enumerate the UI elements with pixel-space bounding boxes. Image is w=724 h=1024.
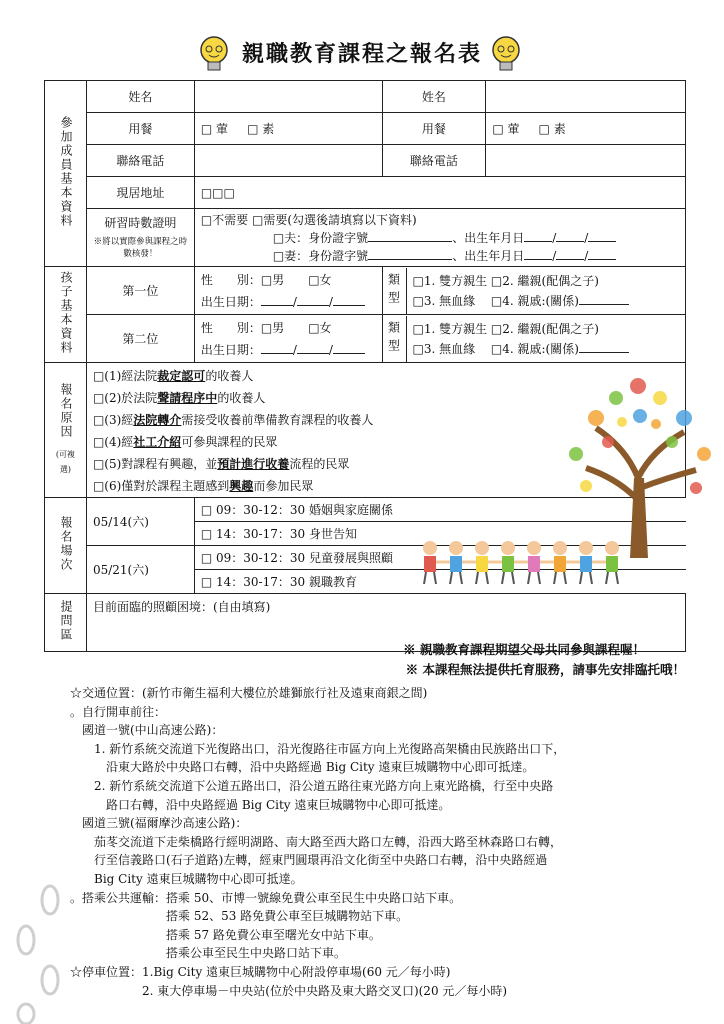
hours-label-cell (86, 209, 194, 267)
meal-meat-checkbox[interactable]: □ 葷 (492, 122, 520, 136)
reason-option-1[interactable]: □(1)經法院裁定認可的收養人 (92, 369, 254, 383)
hours-need-checkbox[interactable]: □不需要 □需要(勾選後請填寫以下資料) (200, 212, 417, 227)
transport-line: 。搭乘公共運輸：搭乘 50、市博一號線免費公車至民生中央路口站下車。 (70, 890, 462, 905)
session-day1: 05/14(六) (86, 498, 194, 546)
tree-illustration (556, 358, 724, 558)
type-row-2[interactable]: □3. 無血緣 □4. 親戚:(關係) (413, 291, 629, 311)
reason-option-6[interactable]: □(6)僅對於課程主題感到興趣而參加民眾 (92, 479, 314, 493)
transport-line: Big City 遠東巨城購物中心即可抵達。 (70, 871, 303, 886)
husband-id-row[interactable]: □夫：身份證字號 、出生年月日 / / (201, 229, 679, 247)
name-label: 姓名 (86, 81, 194, 113)
meal-label: 用餐 (86, 113, 194, 145)
child-first-label: 第一位 (86, 267, 194, 315)
lightbulb-icon (488, 34, 524, 78)
lightbulb-icon (196, 34, 232, 78)
child-first-info[interactable]: 性 別：□男 □女 出生日期： / / (194, 267, 382, 315)
meal-meat-checkbox[interactable]: □ 葷 (200, 122, 228, 136)
reason-option-4[interactable]: □(4)經社工介紹可參與課程的民眾 (92, 435, 278, 449)
gender-checkboxes[interactable]: □男 □女 (260, 272, 332, 287)
child-section-label: 孩子基本資料 (45, 267, 87, 363)
transport-line: 2. 東大停車場－中央站(位於中央路及東大路交叉口)(20 元／每小時) (70, 983, 508, 998)
transport-info (70, 684, 690, 1000)
question-section-label: 提問區 (45, 594, 87, 652)
session-day2: 05/21(六) (86, 546, 194, 594)
session-day1-afternoon[interactable]: □ 14：30-17：30 身世告知 (194, 522, 685, 546)
transport-line: 行至信義路口(石子道路)左轉，經東門圓環再沿文化街至中央路口右轉，沿中央路經過 (70, 853, 548, 868)
meal-options-2[interactable] (486, 113, 686, 145)
type-row-1[interactable]: □1. 雙方親生 □2. 繼親(配偶之子) (412, 273, 599, 288)
title-area (0, 30, 724, 80)
notes (0, 640, 685, 680)
phone-label: 聯絡電話 (86, 145, 194, 177)
transport-line: 沿東大路於中央路口右轉，沿中央路經過 Big City 遠東巨城購物中心即可抵達。 (70, 760, 535, 775)
hours-options[interactable] (194, 209, 685, 267)
children-illustration (416, 538, 634, 586)
meal-veg-checkbox[interactable]: □ 素 (247, 122, 275, 136)
page-title: 親職教育課程之報名表 (241, 42, 482, 67)
transport-line: 1. 新竹系統交流道下光復路出口，沿光復路往市區方向上光復路高架橋由民族路出口下， (70, 741, 566, 756)
wife-id-row[interactable]: □妻：身份證字號 、出生年月日 / / (201, 247, 679, 265)
transport-line: 。自行開車前往： (70, 704, 167, 719)
meal-options-1[interactable] (194, 113, 382, 145)
transport-line: 搭乘公車至民生中央路口站下車。 (70, 946, 347, 961)
type-row-2[interactable]: □3. 無血緣 □4. 親戚:(關係) (413, 339, 629, 359)
transport-line: 搭乘 52、53 路免費公車至巨城購物站下車。 (70, 909, 409, 924)
session-day2-morning[interactable]: □ 09：30-12：30 兒童發展與照顧 (194, 546, 685, 570)
child-second-label: 第二位 (86, 315, 194, 363)
session-day2-afternoon[interactable]: □ 14：30-17：30 親職教育 (194, 570, 685, 594)
question-prompt: 目前面臨的照顧困境：(自由填寫) (92, 600, 271, 614)
reason-option-3[interactable]: □(3)經法院轉介需接受收養前準備教育課程的收養人 (92, 413, 374, 427)
type-row-1[interactable]: □1. 雙方親生 □2. 繼親(配偶之子) (412, 321, 599, 336)
transport-line: 搭乘 57 路免費公車至曙光女中站下車。 (70, 927, 381, 942)
reason-option-2[interactable]: □(2)於法院聲請程序中的收養人 (92, 391, 266, 405)
meal-veg-checkbox[interactable]: □ 素 (538, 122, 566, 136)
transport-line: ☆交通位置：(新竹市衛生福利大樓位於雄獅旅行社及遠東商銀之間) (70, 686, 428, 700)
note-2: ※ 本課程無法提供托育服務，請事先安排臨托哦！ (405, 662, 685, 677)
meal-label-2: 用餐 (382, 113, 486, 145)
member-section-label: 參加成員基本資料 (45, 81, 87, 267)
transport-line: 2. 新竹系統交流道下公道五路出口，沿公道五路往東光路方向上東光路橋，行至中央路 (70, 778, 554, 793)
reason-option-5[interactable]: □(5)對課程有興趣，並預計進行收養流程的民眾 (92, 457, 350, 471)
hours-label: 研習時數證明 (104, 215, 177, 230)
transport-line: 茄苳交流道下走柴橋路行經明湖路、南大路至西大路口左轉，沿西大路至林森路口右轉， (70, 834, 563, 849)
child-second-info[interactable]: 性 別：□男 □女 出生日期： / / (194, 315, 382, 363)
hours-note: ※將以實際參與課程之時數核發！ (93, 236, 188, 259)
name-field-2[interactable] (486, 81, 686, 113)
phone-field-1[interactable] (194, 145, 382, 177)
phone-field-2[interactable] (486, 145, 686, 177)
session-section-label: 報名場次 (45, 498, 87, 594)
type-label: 類型 (383, 316, 407, 362)
type-label: 類型 (383, 268, 407, 314)
footprints-icon (4, 880, 74, 1024)
name-field-1[interactable] (194, 81, 382, 113)
phone-label-2: 聯絡電話 (382, 145, 486, 177)
postal-code-boxes[interactable]: □□□ (200, 185, 235, 200)
transport-line: 路口右轉，沿中央路經過 Big City 遠東巨城購物中心即可抵達。 (70, 797, 451, 812)
address-label: 現居地址 (86, 177, 194, 209)
child-second-type[interactable] (382, 315, 686, 363)
note-1: ※ 親職教育課程期望父母共同參與課程喔！ (403, 642, 645, 657)
transport-line: 國道一號(中山高速公路)： (70, 723, 224, 738)
session-day1-morning[interactable]: □ 09：30-12：30 婚姻與家庭關係 (194, 498, 685, 522)
address-field[interactable] (194, 177, 685, 209)
name-label-2: 姓名 (382, 81, 486, 113)
gender-checkboxes[interactable]: □男 □女 (260, 320, 332, 335)
transport-line: 國道三號(福爾摩沙高速公路)： (70, 816, 248, 831)
transport-line: ☆停車位置：1.Big City 遠東巨城購物中心附設停車場(60 元／每小時) (70, 964, 451, 979)
child-first-type[interactable] (382, 267, 686, 315)
reason-section-label: 報名原因 (可複選) (45, 363, 87, 498)
